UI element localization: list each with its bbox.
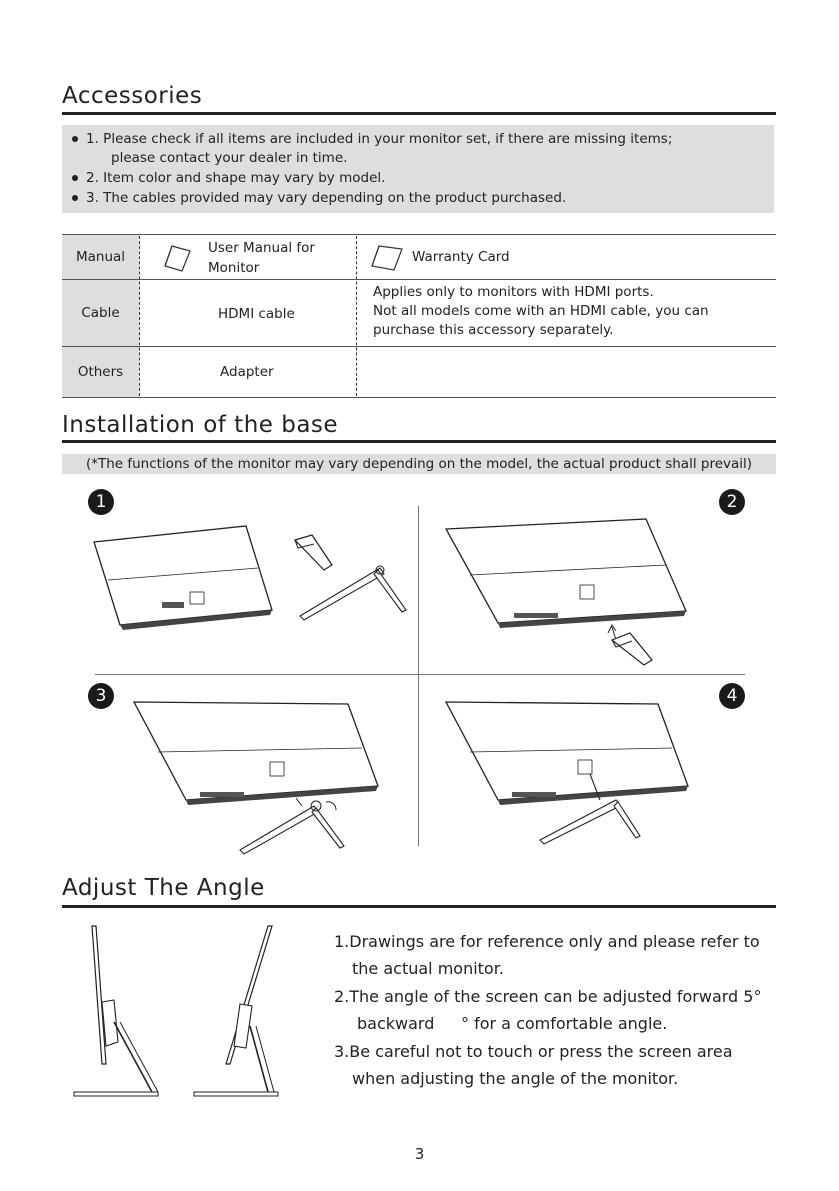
hdmi-note-line2: Not all models come with an HDMI cable, you can: [373, 303, 709, 319]
table-top-border: [62, 234, 776, 235]
table-bottom-border: [62, 397, 776, 398]
adjust-line-1: 1.Drawings are for reference only and please refer to: [334, 932, 760, 951]
adjust-line-2-backward: backward: [357, 1014, 435, 1033]
adjust-line-3-continuation: when adjusting the angle of the monitor.: [352, 1069, 679, 1088]
adjust-line-2-continuation: ° for a comfortable angle.: [461, 1014, 668, 1033]
side-view-forward-tilt: [70, 922, 170, 1102]
step-2-illustration: [440, 515, 700, 670]
step-1-badge: 1: [88, 489, 114, 515]
bullet-icon: [72, 195, 78, 201]
warranty-card-label: Warranty Card: [412, 249, 510, 265]
installation-caption: (*The functions of the monitor may vary depending on the model, the actual product shall prevail): [62, 454, 776, 474]
adjust-line-1-continuation: the actual monitor.: [352, 959, 504, 978]
adjust-rule: [62, 905, 776, 908]
hdmi-note-line3: purchase this accessory separately.: [373, 322, 614, 338]
hdmi-note-line1: Applies only to monitors with HDMI ports.: [373, 284, 654, 300]
step-3-illustration: [130, 700, 390, 860]
table-label-manual: Manual: [62, 235, 139, 279]
table-label-cable: Cable: [62, 280, 139, 346]
accessories-heading: Accessories: [62, 83, 203, 109]
step-1-illustration: [90, 520, 420, 630]
adjust-heading: Adjust The Angle: [62, 875, 265, 901]
step-3-badge: 3: [88, 683, 114, 709]
table-column-divider: [139, 236, 140, 396]
accessories-note-3: 3. The cables provided may vary depending on the product purchased.: [72, 190, 566, 206]
adjust-line-2: 2.The angle of the screen can be adjusted forward 5°: [334, 987, 762, 1006]
diagram-horizontal-divider: [95, 674, 745, 675]
bullet-icon: [72, 136, 78, 142]
table-row-divider: [62, 279, 776, 280]
bullet-icon: [72, 175, 78, 181]
page-number: 3: [414, 1145, 425, 1163]
user-manual-label-line1: User Manual for: [208, 240, 315, 256]
accessories-rule: [62, 112, 776, 115]
table-label-others: Others: [62, 347, 139, 397]
adapter-label: Adapter: [220, 364, 274, 380]
accessories-note-1: 1. Please check if all items are included in your monitor set, if there are missing items;: [72, 131, 672, 147]
hdmi-cable-label: HDMI cable: [218, 306, 295, 322]
side-view-backward-tilt: [190, 922, 290, 1102]
installation-heading: Installation of the base: [62, 412, 339, 438]
booklet-icon: [162, 242, 194, 274]
table-row-divider: [62, 346, 776, 347]
accessories-note-2: 2. Item color and shape may vary by model.: [72, 170, 385, 186]
table-column-divider: [356, 236, 357, 396]
step-2-badge: 2: [719, 489, 745, 515]
step-4-badge: 4: [719, 683, 745, 709]
step-4-illustration: [440, 700, 700, 850]
user-manual-label-line2: Monitor: [208, 260, 260, 276]
warranty-card-icon: [370, 244, 404, 272]
installation-rule: [62, 440, 776, 443]
adjust-line-3: 3.Be careful not to touch or press the screen area: [334, 1042, 733, 1061]
accessories-note-1-continuation: please contact your dealer in time.: [111, 150, 348, 166]
